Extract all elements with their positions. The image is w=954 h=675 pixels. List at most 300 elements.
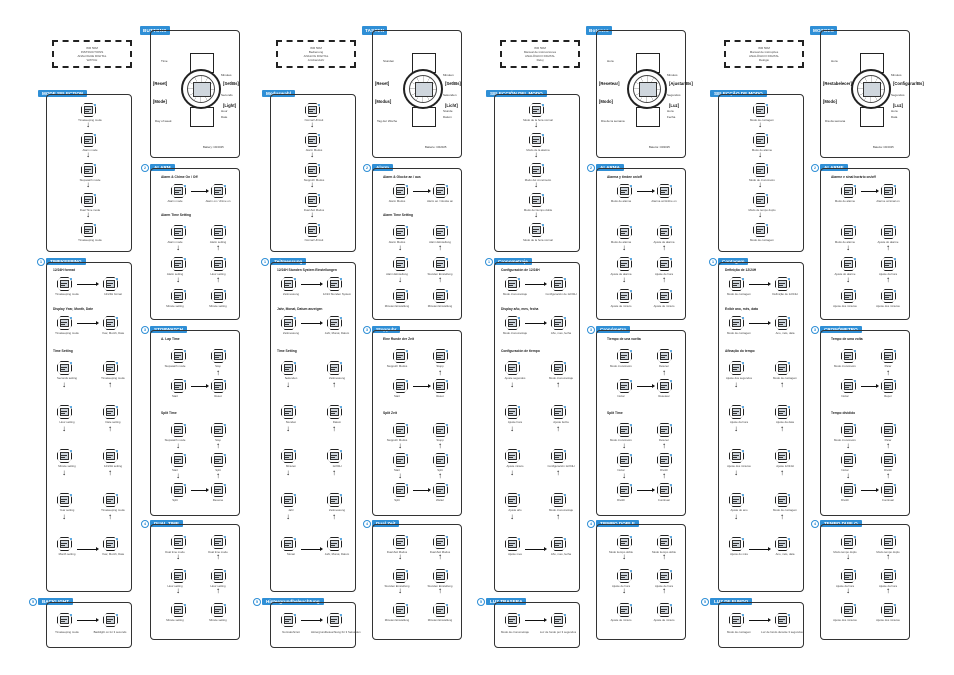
mode-label: Modo de tempo duplo xyxy=(748,208,776,212)
watch-screen xyxy=(554,280,563,288)
arrow-up-icon: ↑ xyxy=(438,441,442,450)
watch-screen xyxy=(396,538,405,546)
lcd-digit-line xyxy=(107,324,111,325)
section-title: Zeitmessung xyxy=(274,259,303,264)
header-line1: WR 50M xyxy=(86,46,98,50)
section-title: BACKLIGHT xyxy=(42,599,70,604)
step-label: Modo de alarma xyxy=(610,240,632,244)
section-title: ALARMA xyxy=(600,165,620,170)
section-title: STOPWATCH xyxy=(154,327,183,332)
lcd-digit-line xyxy=(215,575,221,576)
arrow-down-icon: ↓ xyxy=(398,275,402,284)
lcd-watch-icon xyxy=(281,277,296,291)
mode-label: Normal Uhrzeit xyxy=(304,118,324,122)
lcd-digit-line xyxy=(397,297,401,298)
lcd-digit-line xyxy=(61,285,65,286)
indicator-dot xyxy=(854,484,856,486)
indicator-dot xyxy=(742,406,744,408)
lcd-digit-line xyxy=(885,429,891,430)
lcd-watch-icon xyxy=(281,449,296,463)
indicator-dot xyxy=(294,614,296,616)
lcd-digit-line xyxy=(309,141,313,142)
step-label: Ajuste da hora xyxy=(878,272,898,276)
step-label: Ajuste da data xyxy=(776,420,794,424)
indicator-dot xyxy=(116,317,118,319)
step-label: Ajuste da hora xyxy=(878,584,898,588)
lcd-watch-icon xyxy=(657,483,672,497)
lcd-digit-line xyxy=(397,429,403,430)
button-note: Fecha xyxy=(667,115,676,119)
step-label: Minuten Einstellung xyxy=(384,618,410,622)
lcd-watch-icon xyxy=(327,449,342,463)
watch-screen xyxy=(284,364,293,372)
arrow-up-icon: ↑ xyxy=(662,586,666,595)
mode-selection-tab: Moduswahl xyxy=(262,90,295,97)
button-note: Date xyxy=(221,115,228,119)
arrow-down-icon: ↓ xyxy=(846,471,850,480)
lcd-digit-line xyxy=(61,457,65,458)
lcd-digit-line xyxy=(845,577,849,578)
arrow-down-icon: ↓ xyxy=(310,150,314,159)
lcd-watch-icon xyxy=(505,613,520,627)
lcd-watch-icon xyxy=(327,537,342,551)
mode-selection-box xyxy=(494,94,580,252)
subsection-title: Time Setting xyxy=(277,349,297,353)
watch-screen xyxy=(844,538,853,546)
arrow-up-icon: ↑ xyxy=(216,471,220,480)
step-label: Zeitmessung xyxy=(282,331,299,335)
header-line1: WR 50M xyxy=(534,46,546,50)
watch-screen xyxy=(214,572,223,580)
lcd-digit-line xyxy=(175,541,181,542)
lcd-digit-line xyxy=(107,285,111,286)
lcd-digit-line xyxy=(331,621,335,622)
lcd-digit-line xyxy=(175,461,179,462)
lcd-digit-line xyxy=(61,455,67,456)
watch-screen xyxy=(174,382,183,390)
lcd-digit-line xyxy=(757,139,763,140)
step-label: Alarm setting xyxy=(209,240,227,244)
lcd-watch-icon xyxy=(617,257,632,271)
step-label: Split xyxy=(394,498,400,502)
lcd-digit-line xyxy=(215,431,219,432)
section-number: 3 xyxy=(363,326,371,334)
mode-label: Modo de la alarma xyxy=(526,148,550,152)
watch-screen xyxy=(106,364,115,372)
step-label: Parar xyxy=(884,438,892,442)
step-label: Ajuste de alarma xyxy=(610,272,632,276)
arrow-down-icon: ↓ xyxy=(176,275,180,284)
indicator-dot xyxy=(542,194,544,196)
step-label: Split xyxy=(437,468,443,472)
subsection-title: Split Zeit xyxy=(383,411,397,415)
watch-screen xyxy=(330,364,339,372)
step-label: Alarma on/timbre on xyxy=(651,199,677,203)
lcd-watch-icon xyxy=(617,184,632,198)
watch-screen xyxy=(174,260,183,268)
timekeeping-box xyxy=(494,262,580,592)
indicator-dot xyxy=(446,424,448,426)
step-label: Repor xyxy=(884,394,892,398)
lcd-digit-line xyxy=(437,265,441,266)
mode-selection-box xyxy=(718,94,804,252)
watch-screen xyxy=(174,456,183,464)
lcd-digit-line xyxy=(397,387,401,388)
watch-screen xyxy=(284,280,293,288)
lcd-digit-line xyxy=(555,283,561,284)
buttons-tab: MOTOES xyxy=(810,26,837,35)
indicator-dot xyxy=(70,614,72,616)
stopwatch-box xyxy=(372,330,462,516)
arrow-up-icon: ↑ xyxy=(662,471,666,480)
step-label: Alarm Modus xyxy=(388,240,406,244)
watch-screen xyxy=(60,616,69,624)
lcd-digit-line xyxy=(309,229,315,230)
indicator-dot xyxy=(406,454,408,456)
lcd-watch-icon xyxy=(729,277,744,291)
lcd-digit-line xyxy=(555,457,559,458)
lcd-watch-icon xyxy=(305,223,320,237)
lcd-watch-icon xyxy=(211,569,226,583)
header-line4: Relógio xyxy=(758,58,770,62)
lcd-watch-icon xyxy=(433,483,448,497)
indicator-dot xyxy=(788,406,790,408)
watch-screen xyxy=(106,540,115,548)
lcd-digit-line xyxy=(107,322,113,323)
indicator-dot xyxy=(116,362,118,364)
lcd-watch-icon xyxy=(433,535,448,549)
indicator-dot xyxy=(518,614,520,616)
step-label: Stop xyxy=(215,438,221,442)
timekeeping-box xyxy=(270,262,356,592)
arrow-right-icon xyxy=(191,191,207,192)
arrow-up-icon: ↑ xyxy=(332,380,336,389)
lcd-watch-icon xyxy=(729,316,744,330)
watch-screen xyxy=(732,540,741,548)
lcd-watch-icon xyxy=(657,603,672,617)
watch-screen xyxy=(884,352,893,360)
section-title: ALARM xyxy=(154,165,171,170)
lcd-digit-line xyxy=(555,322,561,323)
lcd-digit-line xyxy=(61,369,65,370)
step-label: Start xyxy=(172,394,178,398)
arrow-right-icon xyxy=(413,490,429,491)
watch-screen xyxy=(508,496,517,504)
lcd-digit-line xyxy=(437,297,441,298)
arrow-up-icon: ↑ xyxy=(886,368,890,377)
lcd-watch-icon xyxy=(841,349,856,363)
arrow-up-icon: ↑ xyxy=(216,368,220,377)
arrow-up-icon: ↑ xyxy=(556,424,560,433)
lcd-watch-icon xyxy=(433,423,448,437)
step-label: Ajuste de minuto xyxy=(653,618,675,622)
lcd-digit-line xyxy=(215,263,221,264)
indicator-dot xyxy=(406,604,408,606)
watch-screen xyxy=(660,352,669,360)
indicator-dot xyxy=(670,570,672,572)
lcd-digit-line xyxy=(845,297,849,298)
lcd-digit-line xyxy=(733,411,739,412)
alarm-box xyxy=(372,168,462,320)
arrow-down-icon: ↓ xyxy=(310,180,314,189)
lcd-watch-icon xyxy=(393,257,408,271)
lcd-digit-line xyxy=(397,431,401,432)
indicator-dot xyxy=(564,317,566,319)
step-label: 12/24H xyxy=(332,464,342,468)
header-line4: Armbanduhr xyxy=(307,58,325,62)
lcd-digit-line xyxy=(779,411,785,412)
lcd-digit-line xyxy=(85,139,91,140)
lcd-watch-icon xyxy=(393,569,408,583)
lcd-watch-icon xyxy=(881,257,896,271)
arrow-down-icon: ↓ xyxy=(398,552,402,561)
lcd-watch-icon xyxy=(881,423,896,437)
arrow-up-icon: ↑ xyxy=(438,275,442,284)
lcd-digit-line xyxy=(285,545,289,546)
step-label: Alarm mode xyxy=(167,240,183,244)
lcd-watch-icon xyxy=(551,361,566,375)
indicator-dot xyxy=(894,226,896,228)
lcd-digit-line xyxy=(661,295,667,296)
watch-screen xyxy=(778,452,787,460)
indicator-dot xyxy=(630,604,632,606)
lcd-digit-line xyxy=(331,411,337,412)
watch-screen xyxy=(436,228,445,236)
indicator-dot xyxy=(788,362,790,364)
button-reset-label: [Reset] xyxy=(153,81,168,86)
lcd-watch-icon xyxy=(505,361,520,375)
watch-screen xyxy=(660,606,669,614)
step-label: Modo de contagem xyxy=(727,331,751,335)
lcd-digit-line xyxy=(533,109,539,110)
lcd-watch-icon xyxy=(171,379,186,393)
indicator-dot xyxy=(788,494,790,496)
lcd-digit-line xyxy=(621,355,627,356)
lcd-watch-icon xyxy=(433,379,448,393)
watch-lcd xyxy=(193,82,211,97)
lcd-digit-line xyxy=(885,461,889,462)
lcd-watch-icon xyxy=(211,535,226,549)
header-line2: Bedienung xyxy=(308,50,324,54)
step-label: Ajuste de hora xyxy=(654,272,674,276)
lcd-watch-icon xyxy=(775,361,790,375)
battery-label: Batterie: CR2025 xyxy=(425,145,447,149)
watch-screen xyxy=(844,292,853,300)
lcd-digit-line xyxy=(107,621,111,622)
section-number: 1 xyxy=(709,258,717,266)
step-label: Ajuste de minuto xyxy=(653,304,675,308)
arrow-up-icon: ↑ xyxy=(886,552,890,561)
indicator-dot xyxy=(294,362,296,364)
lcd-digit-line xyxy=(215,611,219,612)
step-label: Dual Zeit Modus xyxy=(386,550,408,554)
arrow-right-icon xyxy=(77,620,97,621)
lcd-watch-icon xyxy=(881,379,896,393)
arrow-up-icon: ↑ xyxy=(332,424,336,433)
lcd-digit-line xyxy=(309,139,315,140)
indicator-dot xyxy=(294,317,296,319)
lcd-watch-icon xyxy=(211,379,226,393)
button-light-label: [Licht] xyxy=(445,103,458,108)
indicator-dot xyxy=(630,290,632,292)
watch-screen xyxy=(508,319,517,327)
watch-screen xyxy=(284,408,293,416)
mode-selection-tab: SELECÇÃO DE MODO xyxy=(710,90,767,97)
watch-screen xyxy=(620,426,629,434)
indicator-dot xyxy=(670,226,672,228)
lcd-watch-icon xyxy=(529,133,544,147)
indicator-dot xyxy=(184,185,186,187)
watch-screen xyxy=(214,352,223,360)
step-label: Stopwatch mode xyxy=(164,364,186,368)
lcd-digit-line xyxy=(285,457,289,458)
watch-screen xyxy=(620,352,629,360)
step-label: Date setting xyxy=(105,420,121,424)
button-light-label: [Luz] xyxy=(893,103,903,108)
subsection-title: Jahr, Monat, Datum anzeigen xyxy=(277,307,323,311)
mode-label: Alarm mode xyxy=(82,148,98,152)
arrow-up-icon: ↑ xyxy=(556,380,560,389)
indicator-dot xyxy=(224,424,226,426)
section-title: LUZ TRASERA xyxy=(490,599,523,604)
lcd-digit-line xyxy=(437,543,441,544)
step-label: Month setting xyxy=(58,552,76,556)
arrow-up-icon: ↑ xyxy=(216,275,220,284)
lcd-digit-line xyxy=(885,489,891,490)
step-label: Iniciar xyxy=(841,394,849,398)
watch-screen xyxy=(396,572,405,580)
step-label: Ajuste dos minutos xyxy=(876,618,900,622)
watch-screen xyxy=(508,364,517,372)
lcd-digit-line xyxy=(175,263,181,264)
lcd-digit-line xyxy=(621,577,625,578)
watch-band-bottom xyxy=(636,107,660,127)
indicator-dot xyxy=(518,317,520,319)
arrow-up-icon: ↑ xyxy=(886,586,890,595)
lcd-digit-line xyxy=(215,543,219,544)
lcd-watch-icon xyxy=(281,405,296,419)
lcd-digit-line xyxy=(621,491,625,492)
watch-screen xyxy=(660,260,669,268)
lcd-watch-icon xyxy=(841,569,856,583)
subsection-title: Eine Runde der Zeit xyxy=(383,337,414,341)
lcd-watch-icon xyxy=(841,603,856,617)
arrow-down-icon: ↓ xyxy=(622,471,626,480)
arrow-down-icon: ↓ xyxy=(846,243,850,252)
watch-screen xyxy=(308,166,317,174)
lcd-digit-line xyxy=(621,192,625,193)
indicator-dot xyxy=(854,454,856,456)
subsection-title: A. Lap Time xyxy=(161,337,180,341)
lcd-digit-line xyxy=(555,543,561,544)
indicator-dot xyxy=(542,224,544,226)
lcd-digit-line xyxy=(533,139,539,140)
watch-screen xyxy=(884,486,893,494)
indicator-dot xyxy=(294,538,296,540)
step-label: Configuración 12/24H xyxy=(547,464,575,468)
step-label: Minute setting xyxy=(58,464,76,468)
lcd-digit-line xyxy=(509,322,515,323)
step-label: Minuten Einstellung xyxy=(384,304,410,308)
lcd-digit-line xyxy=(175,295,181,296)
watch-screen xyxy=(756,226,765,234)
lcd-digit-line xyxy=(733,543,739,544)
arrow-down-icon: ↓ xyxy=(86,180,90,189)
watch-screen xyxy=(214,606,223,614)
lcd-digit-line xyxy=(757,201,761,202)
subsection-title: Definição de 12/24H xyxy=(725,268,757,272)
alarm-box xyxy=(596,168,686,320)
lcd-digit-line xyxy=(533,201,537,202)
watch-screen xyxy=(778,280,787,288)
lcd-watch-icon xyxy=(841,483,856,497)
lcd-digit-line xyxy=(885,387,889,388)
lcd-digit-line xyxy=(397,609,403,610)
arrow-right-icon xyxy=(77,284,97,285)
arrow-up-icon: ↑ xyxy=(216,243,220,252)
lcd-digit-line xyxy=(85,199,91,200)
step-label: Sekunden xyxy=(284,376,298,380)
lcd-digit-line xyxy=(331,457,335,458)
button-mode-label: [Modo] xyxy=(599,99,613,104)
arrow-down-icon: ↓ xyxy=(286,380,290,389)
arrow-right-icon xyxy=(749,323,769,324)
watch-screen xyxy=(436,486,445,494)
arrow-up-icon: ↑ xyxy=(886,441,890,450)
section-number: 1 xyxy=(261,258,269,266)
lcd-watch-icon xyxy=(775,613,790,627)
indicator-dot xyxy=(742,538,744,540)
step-label: Seconds setting xyxy=(57,376,77,380)
lcd-digit-line xyxy=(661,543,665,544)
watch-screen xyxy=(174,572,183,580)
watch-screen xyxy=(554,408,563,416)
lcd-watch-icon xyxy=(57,537,72,551)
indicator-dot xyxy=(70,538,72,540)
section-number: 1 xyxy=(485,258,493,266)
watch-screen xyxy=(884,538,893,546)
lcd-watch-icon xyxy=(393,379,408,393)
buttons-box xyxy=(820,30,924,158)
lcd-digit-line xyxy=(107,543,113,544)
lcd-watch-icon xyxy=(103,361,118,375)
lcd-digit-line xyxy=(397,575,403,576)
lcd-digit-line xyxy=(885,491,889,492)
subsection-title: Time Setting xyxy=(53,349,73,353)
lcd-digit-line xyxy=(331,543,337,544)
section-number: 2 xyxy=(587,164,595,172)
lcd-digit-line xyxy=(61,619,67,620)
watch-screen xyxy=(554,496,563,504)
arrow-up-icon: ↑ xyxy=(332,468,336,477)
indicator-dot xyxy=(116,494,118,496)
watch-screen xyxy=(778,364,787,372)
lcd-watch-icon xyxy=(171,535,186,549)
watch-screen xyxy=(660,572,669,580)
step-label: Zeitmessung xyxy=(328,508,345,512)
lcd-watch-icon xyxy=(57,613,72,627)
lcd-digit-line xyxy=(845,192,849,193)
arrow-down-icon: ↓ xyxy=(734,512,738,521)
section-title: Contagem xyxy=(722,259,745,264)
watch-screen xyxy=(330,616,339,624)
watch-screen xyxy=(396,382,405,390)
section-number: 5 xyxy=(477,598,485,606)
lcd-digit-line xyxy=(621,263,627,264)
arrow-down-icon: ↓ xyxy=(622,441,626,450)
watch-screen xyxy=(60,319,69,327)
lcd-watch-icon xyxy=(305,163,320,177)
